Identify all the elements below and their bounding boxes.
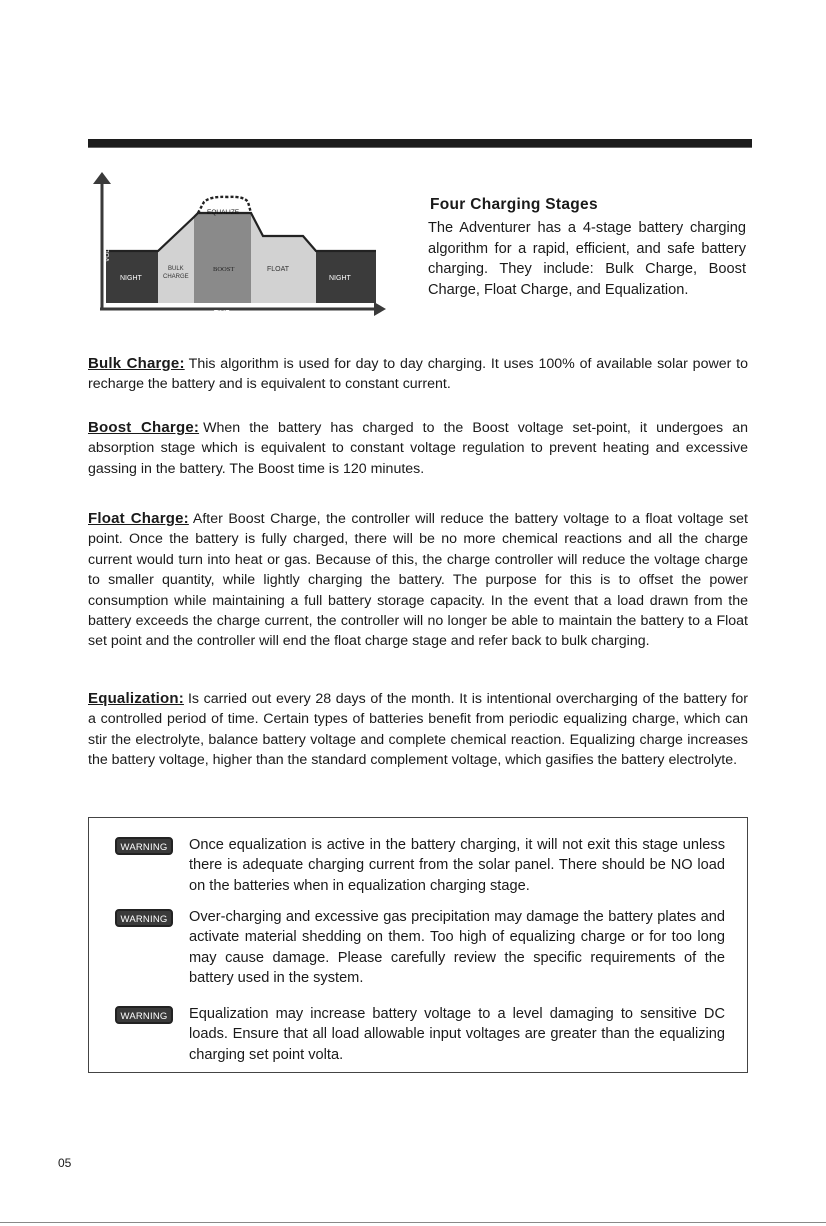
bulk-label-1: BULK bbox=[168, 266, 184, 272]
equalization-term: Equalization: bbox=[88, 690, 184, 707]
float-block bbox=[251, 213, 316, 303]
float-label: FLOAT bbox=[267, 266, 290, 273]
warning-text: Equalization may increase battery voltage to a level damaging to sensitive DC loads. Ensure that all load allowable input voltages are greater than the equalizing charging set point volta. bbox=[189, 1006, 725, 1063]
bulk-charge-block bbox=[158, 217, 194, 303]
night-left-label: NIGHT bbox=[120, 275, 142, 282]
charging-stages-diagram bbox=[88, 170, 388, 316]
warning-text: Over-charging and excessive gas precipitation may damage the battery plates and activate material shedding on them. Too high of equalizing charge or for too long may cause damage. Please carefully review the specific requirements of the battery used in the system. bbox=[189, 909, 725, 987]
float-charge-section bbox=[88, 509, 748, 652]
boost-label: BOOST bbox=[213, 266, 235, 273]
night-right-label: NIGHT bbox=[329, 275, 351, 282]
x-axis-label: TIME bbox=[214, 309, 230, 316]
equalization-section bbox=[88, 689, 748, 771]
warning-badge-label: WARNING bbox=[120, 1011, 168, 1022]
x-axis-arrow bbox=[374, 302, 386, 316]
boost-charge-text: When the battery has charged to the Boost voltage set-point, it undergoes an absorption stage which is equivalent to constant voltage regulation to prevent heating and excessive gassing in the battery. The Boost time is 120 minutes. bbox=[88, 420, 748, 477]
warning-badge-label: WARNING bbox=[120, 842, 168, 853]
warning-badge bbox=[115, 909, 173, 927]
header-rule bbox=[88, 139, 752, 147]
page-number: 05 bbox=[58, 1156, 72, 1170]
equalize-label: EQUALIZE bbox=[207, 209, 240, 216]
boost-charge-term: Boost Charge: bbox=[88, 419, 200, 436]
intro-title: Four Charging Stages bbox=[430, 196, 598, 213]
four-stages-intro bbox=[428, 196, 746, 300]
warning-badge bbox=[115, 837, 173, 855]
bulk-charge-section bbox=[88, 354, 748, 395]
warning-badge bbox=[115, 1006, 173, 1024]
warning-badge-label: WARNING bbox=[120, 914, 168, 925]
boost-charge-section bbox=[88, 418, 748, 479]
bottom-rule bbox=[0, 1222, 826, 1223]
float-charge-text: After Boost Charge, the controller will reduce the battery voltage to a float voltage set point. Once the battery is fully charged, there will be no more chemical reactions and all the charge current would turn into heat or gas. Because of this, the charge controller will reduce the voltage charge to smaller quantity, while lightly charging the battery. The purpose for this is to offset the power consumption while maintaining a full battery storage capacity. In the event that a load drawn from the battery exceeds the charge current, the controller will no longer be able to maintain the battery to a Float set point and the controller will end the float charge stage and refer back to bulk charging. bbox=[88, 511, 748, 650]
boost-block bbox=[194, 213, 251, 303]
y-axis-arrow bbox=[93, 172, 111, 184]
equalization-text: Is carried out every 28 days of the month. It is intentional overcharging of the battery for a controlled period of time. Certain types of batteries benefit from periodic equalizing charge, which can stir the electrolyte, balance battery voltage and complete chemical reaction. Equalizing charge increases the battery voltage, higher than the standard complement voltage, which gasifies the battery electrolyte. bbox=[88, 691, 748, 769]
float-charge-term: Float Charge: bbox=[88, 510, 189, 527]
warnings-box bbox=[88, 817, 748, 1073]
warning-text: Once equalization is active in the battery charging, it will not exit this stage unless there is adequate charging current from the solar panel. There should be NO load on the batteries when in equalization charging stage. bbox=[189, 837, 725, 894]
bulk-charge-term: Bulk Charge: bbox=[88, 355, 185, 372]
y-axis-label: VOLTAGE bbox=[104, 232, 111, 262]
bulk-charge-text: This algorithm is used for day to day charging. It uses 100% of available solar power to recharge the battery and is equivalent to constant current. bbox=[88, 356, 748, 393]
intro-body: The Adventurer has a 4-stage battery charging algorithm for a rapid, efficient, and safe battery charging. They include: Bulk Charge, Boost Charge, Float Charge, and Equalization. bbox=[428, 220, 746, 298]
bulk-label-2: CHARGE bbox=[163, 274, 189, 280]
